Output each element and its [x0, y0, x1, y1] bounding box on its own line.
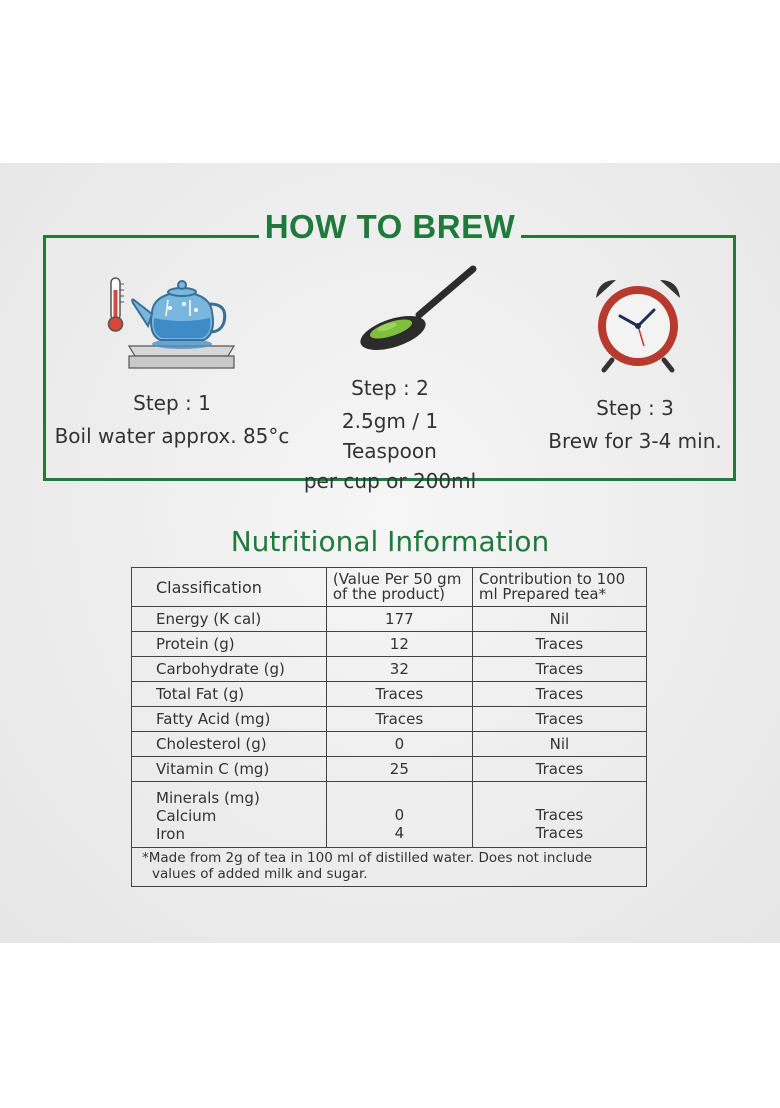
row-value: Traces [326, 682, 472, 707]
footnote-line-1: *Made from 2g of tea in 100 ml of distilled water. Does not include [142, 850, 593, 866]
row-value: 32 [326, 657, 472, 682]
footnote-line-2: values of added milk and sugar. [152, 866, 368, 882]
step-2-line-1: 2.5gm / 1 Teaspoon [341, 409, 439, 463]
row-contrib: Traces [472, 632, 646, 657]
row-value: 25 [326, 757, 472, 782]
table-row [132, 607, 647, 632]
nutrition-table [131, 567, 647, 887]
mineral-contrib-iron: Traces [535, 823, 584, 842]
header-contrib-line-1: Contribution to 100 [478, 570, 626, 588]
row-name: Vitamin C (mg) [132, 757, 327, 782]
footnote-row [132, 848, 647, 887]
row-value: Traces [326, 707, 472, 732]
row-contrib: Traces [472, 682, 646, 707]
row-contrib: Traces [472, 657, 646, 682]
alarm-clock-icon [588, 274, 688, 374]
row-contrib: Traces [472, 757, 646, 782]
minerals-names [132, 782, 327, 848]
mineral-contrib-calcium: Traces [535, 805, 584, 824]
header-value [326, 568, 472, 607]
row-name: Protein (g) [132, 632, 327, 657]
step-3 [540, 393, 730, 456]
table-row [132, 707, 647, 732]
table-row [132, 682, 647, 707]
row-value: 12 [326, 632, 472, 657]
mineral-name-calcium: Calcium [156, 806, 217, 825]
step-3-label: Step : 3 [596, 396, 674, 420]
row-name: Fatty Acid (mg) [132, 707, 327, 732]
header-value-line-2: of the product) [332, 585, 445, 603]
step-2-line-2: per cup or 200ml [303, 469, 477, 493]
minerals-title: Minerals (mg) [156, 788, 260, 807]
mineral-name-iron: Iron [156, 824, 185, 843]
row-contrib: Nil [472, 607, 646, 632]
row-contrib: Traces [472, 707, 646, 732]
row-name: Cholesterol (g) [132, 732, 327, 757]
row-name: Total Fat (g) [132, 682, 327, 707]
row-value: 177 [326, 607, 472, 632]
row-name: Energy (K cal) [132, 607, 327, 632]
table-row [132, 657, 647, 682]
row-name: Carbohydrate (g) [132, 657, 327, 682]
step-1-text: Boil water approx. 85°c [54, 424, 290, 448]
minerals-values [326, 782, 472, 848]
header-contribution [472, 568, 646, 607]
nutrition-title: Nutritional Information [230, 525, 550, 558]
table-row [132, 757, 647, 782]
spoon-with-tea-icon [355, 263, 480, 353]
row-value: 0 [326, 732, 472, 757]
how-to-brew-title: HOW TO BREW [0, 208, 780, 246]
header-value-line-1: (Value Per 50 gm [332, 570, 462, 588]
minerals-contribs [472, 782, 646, 848]
row-contrib: Nil [472, 732, 646, 757]
table-header-row [132, 568, 647, 607]
header-contrib-line-2: ml Prepared tea* [478, 585, 607, 603]
header-classification: Classification [132, 568, 327, 607]
step-1-label: Step : 1 [133, 391, 211, 415]
mineral-value-iron: 4 [394, 823, 405, 842]
step-2-label: Step : 2 [351, 376, 429, 400]
step-3-text: Brew for 3-4 min. [548, 429, 722, 453]
step-2 [300, 373, 480, 496]
mineral-value-calcium: 0 [394, 805, 405, 824]
table-row [132, 632, 647, 657]
footnote [132, 848, 647, 887]
minerals-row [132, 782, 647, 848]
step-1 [50, 388, 294, 451]
kettle-on-stove-icon [104, 272, 239, 372]
table-row [132, 732, 647, 757]
